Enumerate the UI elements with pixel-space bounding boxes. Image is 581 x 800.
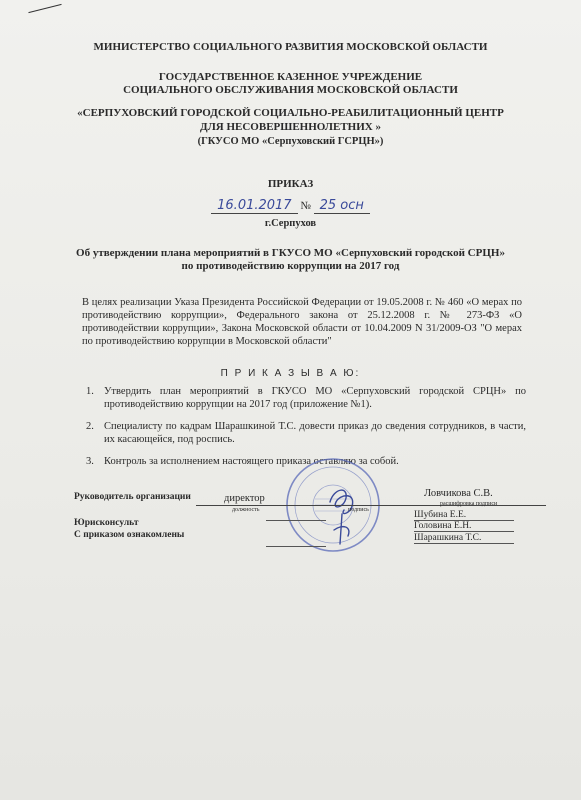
- ministry-header: МИНИСТЕРСТВО СОЦИАЛЬНОГО РАЗВИТИЯ МОСКОВСКОЙ ОБЛАСТИ: [93, 41, 488, 53]
- ack-name-item: Шубина Е.Е.: [414, 510, 514, 521]
- ack-name-item: Шарашкина Т.С.: [414, 533, 514, 544]
- head-name: Ловчикова С.В.: [424, 488, 493, 499]
- position-caption: должность: [232, 507, 260, 513]
- lawyer-sign-line: [266, 520, 326, 521]
- head-label: Руководитель организации: [74, 492, 191, 502]
- orders-header: П Р И К А З Ы В А Ю:: [220, 368, 361, 379]
- center-short-name: (ГКУСО МО «Серпуховский ГСРЦН»): [197, 136, 384, 147]
- order-number: 25 осн: [314, 198, 370, 214]
- ack-name-item: Головина Е.Н.: [414, 521, 514, 532]
- order-title-line-2: по противодействию коррупции на 2017 год: [181, 260, 400, 272]
- order-title-line-1: Об утверждении плана мероприятий в ГКУСО МО «Серпуховский городской СРЦН»: [76, 247, 505, 259]
- handwritten-signature: [322, 480, 362, 550]
- order-date-number: [0, 198, 581, 214]
- list-item: 1. Утвердить план мероприятий в ГКУСО МО «Серпуховский городской СРЦН» по противодействию коррупции на 2017 год (приложение №1).: [86, 386, 526, 410]
- order-number-label: №: [300, 200, 311, 212]
- lawyer-label: Юрисконсульт: [74, 518, 139, 528]
- list-item: 3. Контроль за исполнением настоящего приказа оставляю за собой.: [86, 456, 399, 467]
- institution-line-1: ГОСУДАРСТВЕННОЕ КАЗЕННОЕ УЧРЕЖДЕНИЕ: [158, 71, 423, 83]
- decoding-caption: расшифровка подписи: [440, 501, 498, 507]
- signature-caption: подпись: [348, 507, 369, 513]
- acknowledged-label: С приказом ознакомлены: [74, 530, 185, 540]
- center-name-line-1: «СЕРПУХОВСКИЙ ГОРОДСКОЙ СОЦИАЛЬНО-РЕАБИЛИТАЦИОННЫЙ ЦЕНТР: [77, 107, 504, 119]
- list-item: 2. Специалисту по кадрам Шарашкиной Т.С. довести приказ до сведения сотрудников, в части, их касающейся, под роспись.: [86, 421, 526, 445]
- institution-line-2: СОЦИАЛЬНОГО ОБСЛУЖИВАНИЯ МОСКОВСКОЙ ОБЛАСТИ: [123, 84, 458, 96]
- order-date: 16.01.2017: [211, 198, 297, 214]
- center-name-line-2: ДЛЯ НЕСОВЕРШЕННОЛЕТНИХ »: [200, 121, 381, 133]
- corner-pen-mark: [28, 4, 61, 13]
- head-position: директор: [224, 493, 265, 504]
- ack-sign-line: [266, 546, 326, 547]
- preamble-paragraph: В целях реализации Указа Президента Российской Федерации от 19.05.2008 г. № 460 «О мерах по противодействию коррупции», Федерального закона от 25.12.2008 г. № 273-ФЗ «О противодействии коррупции», Закона Московской области от 10.04.2009 N 31/2009-ОЗ "О мерах по противодействию коррупции в Московской области": [82, 297, 522, 347]
- order-city: г.Серпухов: [264, 218, 317, 229]
- order-label: ПРИКАЗ: [267, 178, 314, 190]
